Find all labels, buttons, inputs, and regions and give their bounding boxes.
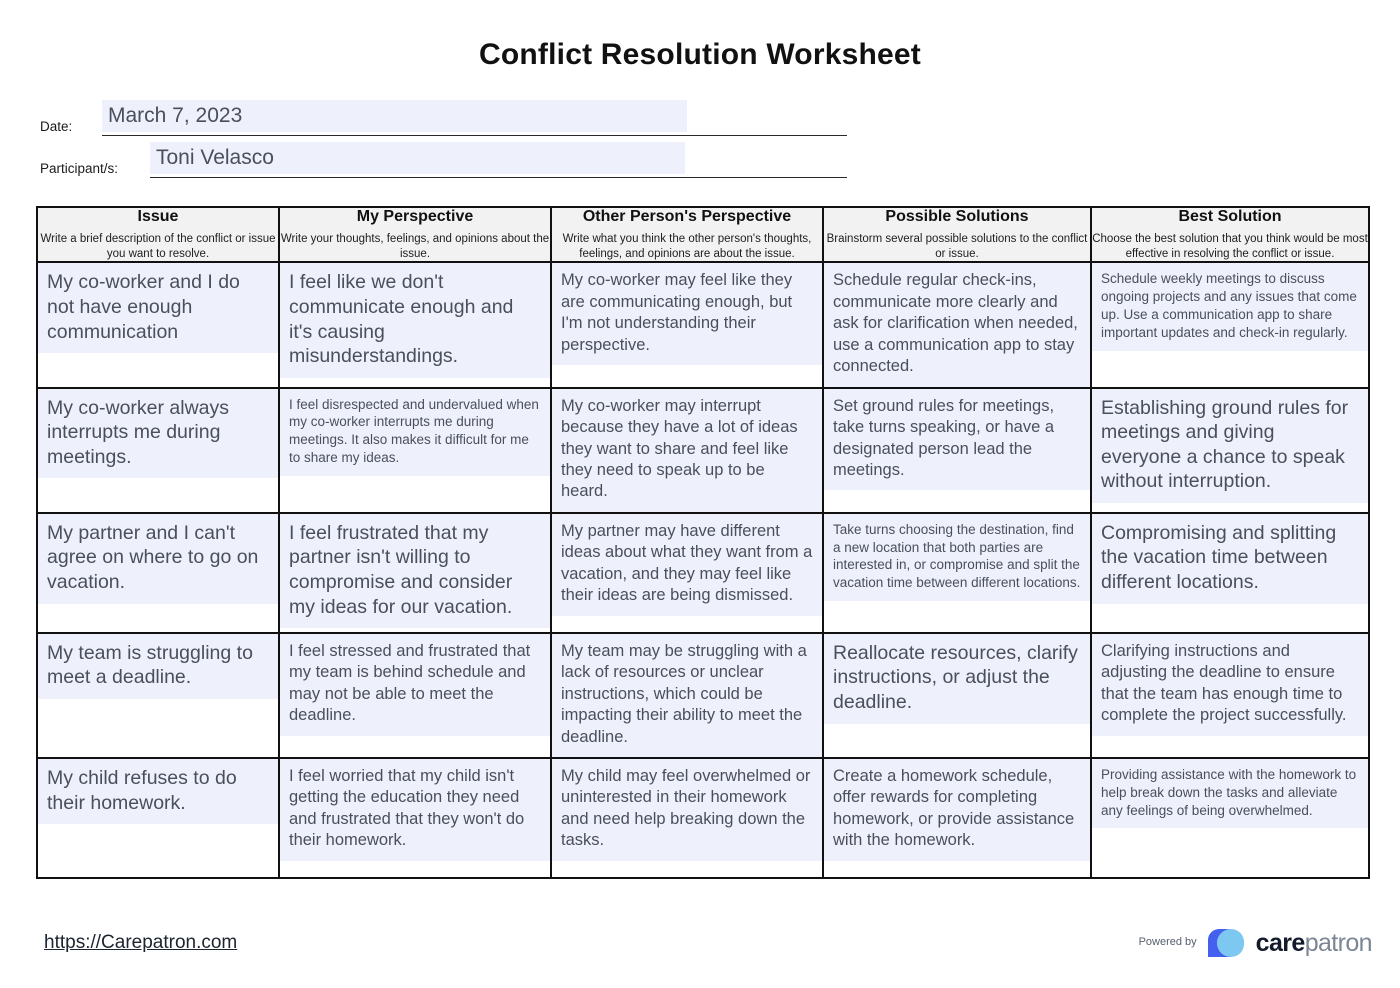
issue-text: My team is struggling to meet a deadline. (47, 641, 253, 689)
possible-solutions-text: Schedule regular check-ins, communicate more clearly and ask for clarification when needed, use a communication app to stay connected. (833, 271, 1078, 376)
other-perspective-text: My child may feel overwhelmed or uninterested in their homework and need help breaking down the tasks. (561, 767, 811, 850)
issue-text: My co-worker and I do not have enough communication (47, 271, 240, 343)
cell-other-perspective[interactable] (551, 262, 823, 387)
cell-possible-solutions[interactable] (823, 758, 1091, 878)
my-perspective-text: I feel like we don't communicate enough and it's causing misunderstandings. (289, 271, 514, 368)
table-row (37, 388, 1369, 513)
my-perspective-text: I feel stressed and frustrated that my team is behind schedule and may not be able to meet the deadline. (289, 641, 531, 725)
cell-best-solution[interactable] (1091, 633, 1369, 758)
cell-other-perspective[interactable] (551, 633, 823, 758)
table-row (37, 633, 1369, 758)
cell-possible-solutions[interactable] (823, 513, 1091, 633)
possible-solutions-text: Create a homework schedule, offer rewards for completing homework, or provide assistance with the homework. (833, 767, 1075, 850)
my-perspective-text: I feel disrespected and undervalued when my co-worker interrupts me during meetings. It also makes it difficult for me to share my ideas. (289, 396, 539, 466)
participants-label: Participant/s: (40, 161, 119, 176)
other-perspective-text: My partner may have different ideas about what they want from a vacation, and they may feel like their ideas are being dismissed. (561, 521, 813, 605)
possible-solutions-text: Take turns choosing the destination, find a new location that both parties are interested in, or compromise and split the vacation time between different locations. (833, 521, 1081, 591)
column-title: Other Person's Perspective (582, 208, 792, 225)
other-perspective-text: My co-worker may feel like they are communicating enough, but I'm not understanding their perspective. (561, 271, 793, 354)
powered-by-label: Powered by (1138, 936, 1197, 948)
participants-field-row (40, 138, 820, 180)
column-header-my-perspective (279, 207, 551, 262)
issue-text: My child refuses to do their homework. (47, 767, 237, 814)
column-header-best-solution (1091, 207, 1369, 262)
column-title: Possible Solutions (885, 208, 1029, 225)
column-title: Issue (137, 208, 179, 225)
best-solution-text: Clarifying instructions and adjusting the deadline to ensure that the team has enough time to complete the project successfully. (1101, 641, 1347, 725)
date-input[interactable]: March 7, 2023 (102, 100, 687, 132)
cell-issue[interactable] (37, 633, 279, 758)
participants-underline (150, 177, 847, 178)
date-field-row (40, 96, 820, 138)
cell-other-perspective[interactable] (551, 388, 823, 513)
table-body (37, 262, 1369, 878)
powered-by-carepatron (1139, 928, 1372, 958)
conflict-resolution-table (36, 206, 1370, 879)
cell-issue[interactable] (37, 388, 279, 513)
cell-best-solution[interactable] (1091, 758, 1369, 878)
carepatron-logo (1207, 928, 1372, 958)
table-row (37, 758, 1369, 878)
cell-issue[interactable] (37, 262, 279, 387)
column-description: Write what you think the other person's thoughts, feelings, and opinions are about the issue. (562, 233, 812, 260)
cell-issue[interactable] (37, 758, 279, 878)
cell-my-perspective[interactable] (279, 513, 551, 633)
table-header-row (37, 207, 1369, 262)
column-description: Write a brief description of the conflict or issue you want to resolve. (40, 233, 276, 260)
cell-my-perspective[interactable] (279, 633, 551, 758)
column-header-possible-solutions (823, 207, 1091, 262)
brand-name-light: patron (1304, 928, 1372, 957)
possible-solutions-text: Set ground rules for meetings, take turns speaking, or have a designated person lead the meetings. (833, 396, 1055, 479)
brand-name-bold: care (1255, 928, 1305, 957)
column-description: Brainstorm several possible solutions to the conflict or issue. (826, 233, 1088, 260)
column-header-issue (37, 207, 279, 262)
possible-solutions-text: Reallocate resources, clarify instructions, or adjust the deadline. (833, 641, 1078, 713)
page-title: Conflict Resolution Worksheet (479, 38, 921, 71)
cell-my-perspective[interactable] (279, 758, 551, 878)
cell-best-solution[interactable] (1091, 262, 1369, 387)
table-row (37, 262, 1369, 387)
participants-input[interactable]: Toni Velasco (150, 142, 685, 174)
column-title: My Perspective (356, 208, 474, 225)
other-perspective-text: My co-worker may interrupt because they have a lot of ideas they want to share and feel like they need to speak up to be heard. (561, 396, 798, 501)
date-label: Date: (40, 119, 73, 134)
column-header-other-perspective (551, 207, 823, 262)
cell-possible-solutions[interactable] (823, 633, 1091, 758)
column-description: Write your thoughts, feelings, and opinions about the issue. (280, 233, 550, 260)
date-underline (102, 135, 847, 136)
best-solution-text: Compromising and splitting the vacation time between different locations. (1101, 521, 1337, 593)
best-solution-text: Providing assistance with the homework to help break down the tasks and alleviate any feelings of being overwhelmed. (1101, 767, 1357, 818)
carepatron-website-link[interactable]: https://Carepatron.com (44, 932, 238, 953)
cell-issue[interactable] (37, 513, 279, 633)
table-row (37, 513, 1369, 633)
cell-my-perspective[interactable] (279, 262, 551, 387)
carepatron-mark-icon (1207, 928, 1249, 958)
meta-fields (40, 96, 820, 180)
table-header (37, 207, 1369, 262)
my-perspective-text: I feel frustrated that my partner isn't willing to compromise and consider my ideas for our vacation. (289, 521, 513, 618)
best-solution-text: Schedule weekly meetings to discuss ongoing projects and any issues that come up. Use a communication app to share important updates and check-in regularly. (1101, 271, 1357, 340)
other-perspective-text: My team may be struggling with a lack of resources or unclear instructions, which could be impacting their ability to meet the deadline. (561, 641, 807, 746)
column-title: Best Solution (1178, 208, 1282, 225)
issue-text: My partner and I can't agree on where to go on vacation. (47, 521, 259, 593)
cell-my-perspective[interactable] (279, 388, 551, 513)
cell-other-perspective[interactable] (551, 758, 823, 878)
best-solution-text: Establishing ground rules for meetings and giving everyone a chance to speak without interruption. (1101, 396, 1349, 493)
cell-possible-solutions[interactable] (823, 388, 1091, 513)
cell-possible-solutions[interactable] (823, 262, 1091, 387)
my-perspective-text: I feel worried that my child isn't getting the education they need and frustrated that they won't do their homework. (289, 767, 525, 850)
cell-best-solution[interactable] (1091, 513, 1369, 633)
column-description: Choose the best solution that you think would be most effective in resolving the conflict or issue. (1092, 233, 1368, 260)
issue-text: My co-worker always interrupts me during meetings. (47, 396, 230, 468)
cell-best-solution[interactable] (1091, 388, 1369, 513)
cell-other-perspective[interactable] (551, 513, 823, 633)
carepatron-wordmark (1256, 929, 1372, 958)
